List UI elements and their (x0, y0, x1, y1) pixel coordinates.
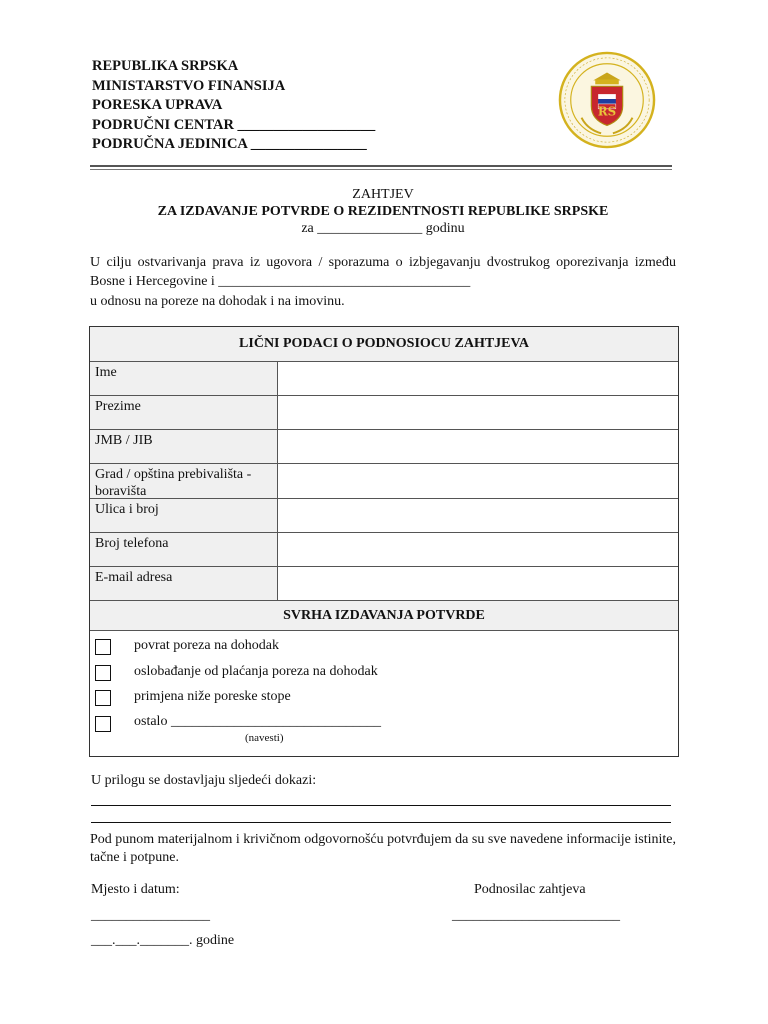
purpose-heading: SVRHA IZDAVANJA POTVRDE (90, 601, 678, 630)
checkbox-tax-exemption[interactable] (95, 665, 111, 681)
option-lower-rate: primjena niže poreske stope (134, 689, 291, 704)
id-number-field[interactable] (280, 435, 680, 461)
attachments-label: U prilogu se dostavljaju sljedeći dokazi: (91, 773, 317, 788)
checkbox-tax-refund[interactable] (95, 639, 111, 655)
label-email: E-mail adresa (90, 567, 278, 600)
option-tax-exemption: oslobađanje od plaćanja poreza na dohodak (134, 664, 378, 679)
form-table (89, 326, 679, 757)
header-divider (90, 165, 672, 167)
label-first-name: Ime (90, 362, 278, 395)
applicant-label: Podnosilac zahtjeva (474, 882, 586, 897)
date-line[interactable]: ___.___._______. godine (91, 933, 235, 948)
attachment-line-1[interactable] (91, 805, 671, 806)
specify-note: (navesti) (245, 732, 284, 744)
label-last-name: Prezime (90, 396, 278, 429)
header-tax-office: PORESKA UPRAVA (92, 97, 223, 113)
checkbox-other[interactable] (95, 716, 111, 732)
place-date-label: Mjesto i datum: (91, 882, 180, 897)
label-phone: Broj telefona (90, 533, 278, 566)
last-name-field[interactable] (280, 401, 680, 427)
place-line[interactable]: _________________ (91, 908, 210, 923)
checkbox-lower-rate[interactable] (95, 690, 111, 706)
option-tax-refund: povrat poreza na dohodak (134, 638, 279, 653)
header-divider-thin (90, 169, 672, 170)
first-name-field[interactable] (280, 367, 680, 393)
label-street: Ulica i broj (90, 499, 278, 532)
residence-city-field[interactable] (280, 469, 680, 495)
street-field[interactable] (280, 504, 680, 530)
title-request: ZAHTJEV (352, 187, 414, 202)
title-year-line: za _______________ godinu (301, 221, 465, 236)
declaration-text: Pod punom materijalnom i krivičnom odgovornošću potvrđujem da su sve navedene informacije istinite, tačne i potpune. (90, 832, 676, 865)
header-regional-center: PODRUČNI CENTAR ___________________ (92, 116, 376, 133)
option-other: ostalo ______________________________ (134, 714, 381, 729)
institution-header (92, 57, 375, 155)
header-republic: REPUBLIKA SRPSKA (92, 58, 239, 74)
document-title (90, 186, 676, 237)
svg-text:RS: RS (597, 104, 617, 119)
header-ministry: MINISTARSTVO FINANSIJA (92, 77, 286, 94)
coat-of-arms-seal (558, 51, 656, 149)
header-regional-unit: PODRUČNA JEDINICA ________________ (92, 136, 367, 152)
intro-tax-line: u odnosu na poreze na dohodak i na imovinu. (90, 294, 345, 309)
applicant-signature-line[interactable]: ________________________ (452, 908, 620, 923)
title-subject: ZA IZDAVANJE POTVRDE O REZIDENTNOSTI REPUBLIKE SRPSKE (157, 204, 609, 219)
intro-paragraph: U cilju ostvarivanja prava iz ugovora / sporazuma o izbjegavanju dvostrukog oporezivanja između Bosne i Hercegovine i ____________________________________ (90, 255, 676, 289)
email-field[interactable] (280, 572, 680, 598)
label-id-number: JMB / JIB (90, 430, 278, 463)
row-divider (90, 630, 678, 631)
attachment-line-2[interactable] (91, 822, 671, 823)
label-residence-city: Grad / opština prebivališta - boravišta (90, 464, 278, 498)
phone-field[interactable] (280, 538, 680, 564)
personal-data-heading: LIČNI PODACI O PODNOSIOCU ZAHTJEVA (90, 327, 678, 361)
